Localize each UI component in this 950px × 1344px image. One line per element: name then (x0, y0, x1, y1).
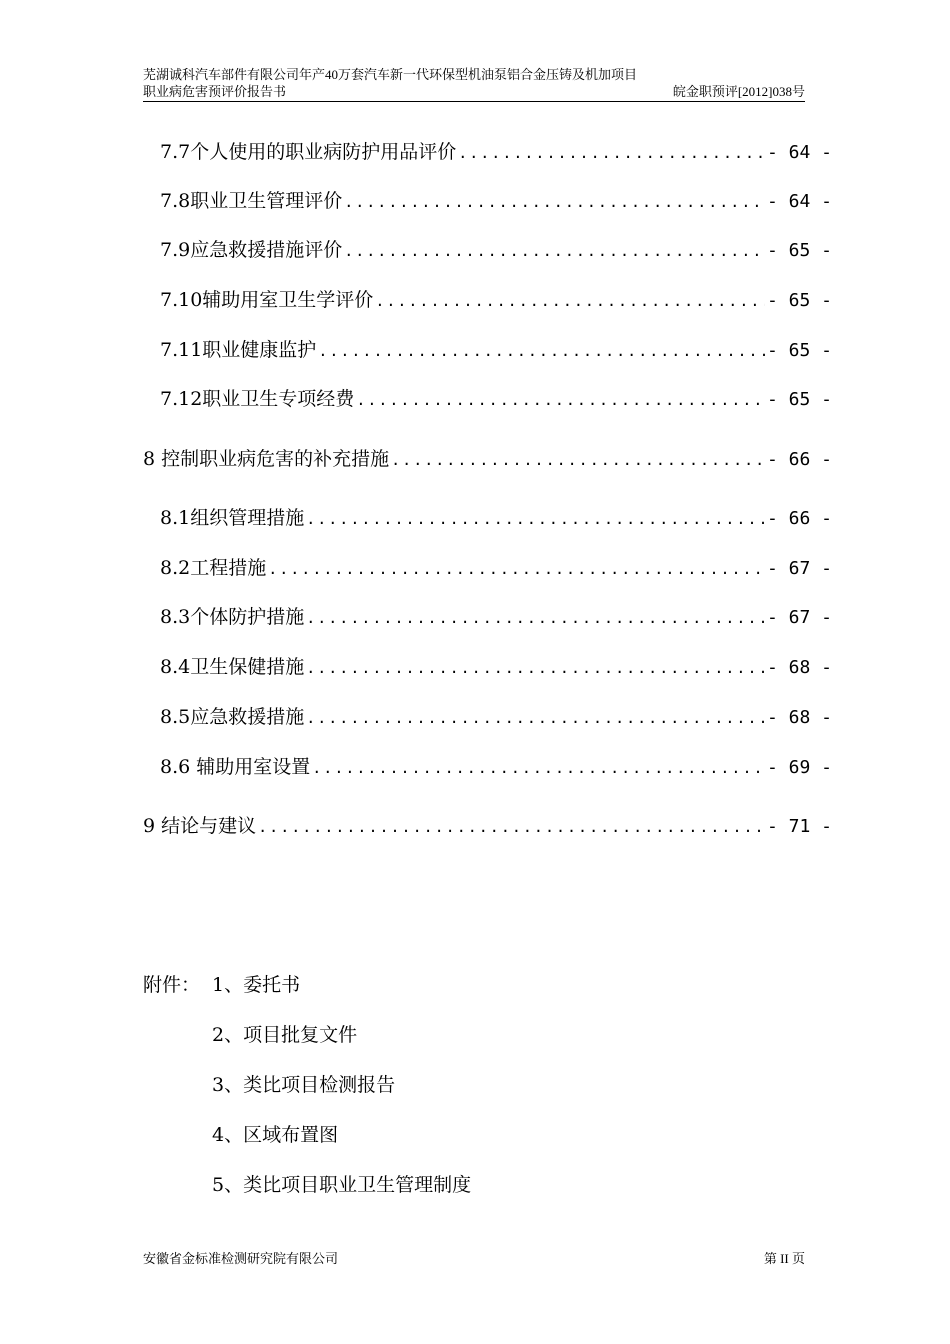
attachment-item: 4、区域布置图 (212, 1124, 339, 1146)
toc-entry-title: 8.6 辅助用室设置 (160, 756, 311, 778)
toc-entry[interactable] (160, 386, 832, 412)
toc-leader (458, 140, 765, 166)
toc-entry-page: - 67 - (766, 558, 832, 579)
toc-entry-page: - 66 - (766, 508, 832, 529)
page-footer (143, 1248, 805, 1267)
toc-entry-title: 8.2工程措施 (160, 557, 267, 579)
toc-entry-page: - 64 - (766, 142, 832, 163)
toc-leader (268, 556, 765, 582)
toc-entry[interactable] (160, 754, 832, 780)
toc-entry-title: 7.12职业卫生专项经费 (160, 388, 355, 410)
toc-entry-page: - 65 - (766, 290, 832, 311)
header-divider (143, 101, 805, 102)
toc-entry[interactable] (160, 188, 832, 214)
attachment-item: 5、类比项目职业卫生管理制度 (212, 1174, 472, 1196)
toc-leader (306, 705, 765, 731)
toc-entry[interactable] (160, 555, 832, 581)
attachment-item: 3、类比项目检测报告 (212, 1074, 396, 1096)
toc-entry-page: - 68 - (766, 707, 832, 728)
toc-entry-page: - 65 - (766, 240, 832, 261)
toc-entry[interactable] (160, 654, 832, 680)
header-report-number: 皖金职预评[2012]038号 (672, 84, 805, 99)
toc-leader (306, 506, 765, 532)
toc-entry-title: 8.1组织管理措施 (160, 507, 305, 529)
page-header (143, 66, 805, 100)
toc-entry-page: - 71 - (766, 816, 832, 837)
toc-entry-page: - 69 - (766, 757, 832, 778)
toc-entry-title: 7.9应急救援措施评价 (160, 239, 343, 261)
attachment-item: 2、项目批复文件 (212, 1024, 358, 1046)
toc-entry[interactable] (160, 505, 832, 531)
toc-entry-title: 8.4卫生保健措施 (160, 656, 305, 678)
toc-leader (318, 338, 765, 364)
toc-entry-title: 7.7个人使用的职业病防护用品评价 (160, 141, 457, 163)
toc-entry[interactable] (160, 287, 832, 313)
toc-leader (356, 387, 765, 413)
toc-leader (344, 238, 765, 264)
toc-entry-title: 7.11职业健康监护 (160, 339, 317, 361)
toc-entry-title: 7.8职业卫生管理评价 (160, 190, 343, 212)
toc-entry-page: - 65 - (766, 389, 832, 410)
toc-leader (306, 655, 765, 681)
toc-leader (258, 814, 765, 840)
toc-entry-title: 8 控制职业病危害的补充措施 (143, 448, 390, 470)
toc-leader (375, 288, 765, 314)
toc-entry[interactable] (160, 139, 832, 165)
header-project-title: 芜湖诚科汽车部件有限公司年产40万套汽车新一代环保型机油泵铝合金压铸及机加项目 (143, 67, 638, 82)
toc-entry-page: - 67 - (766, 607, 832, 628)
toc-entry-page: - 66 - (766, 449, 832, 470)
toc-entry-page: - 65 - (766, 340, 832, 361)
toc-entry-page: - 64 - (766, 191, 832, 212)
toc-entry-chapter[interactable] (143, 446, 832, 472)
toc-entry-title: 8.3个体防护措施 (160, 606, 305, 628)
toc-entry-chapter[interactable] (143, 813, 832, 839)
page-number: 第 II 页 (763, 1251, 805, 1266)
toc-leader (312, 755, 765, 781)
toc-entry-title: 7.10辅助用室卫生学评价 (160, 289, 374, 311)
toc-entry-title: 9 结论与建议 (143, 815, 257, 837)
toc-entry[interactable] (160, 704, 832, 730)
toc-entry-title: 8.5应急救援措施 (160, 706, 305, 728)
header-report-type: 职业病危害预评价报告书 (143, 84, 287, 99)
toc-entry-page: - 68 - (766, 657, 832, 678)
footer-organization: 安徽省金标准检测研究院有限公司 (143, 1251, 339, 1266)
toc-leader (391, 447, 765, 473)
toc-entry[interactable] (160, 337, 832, 363)
toc-leader (344, 189, 765, 215)
toc-entry[interactable] (160, 604, 832, 630)
attachment-item: 1、委托书 (212, 974, 301, 996)
toc-entry[interactable] (160, 237, 832, 263)
toc-leader (306, 605, 765, 631)
attachments-label: 附件： (143, 974, 201, 996)
